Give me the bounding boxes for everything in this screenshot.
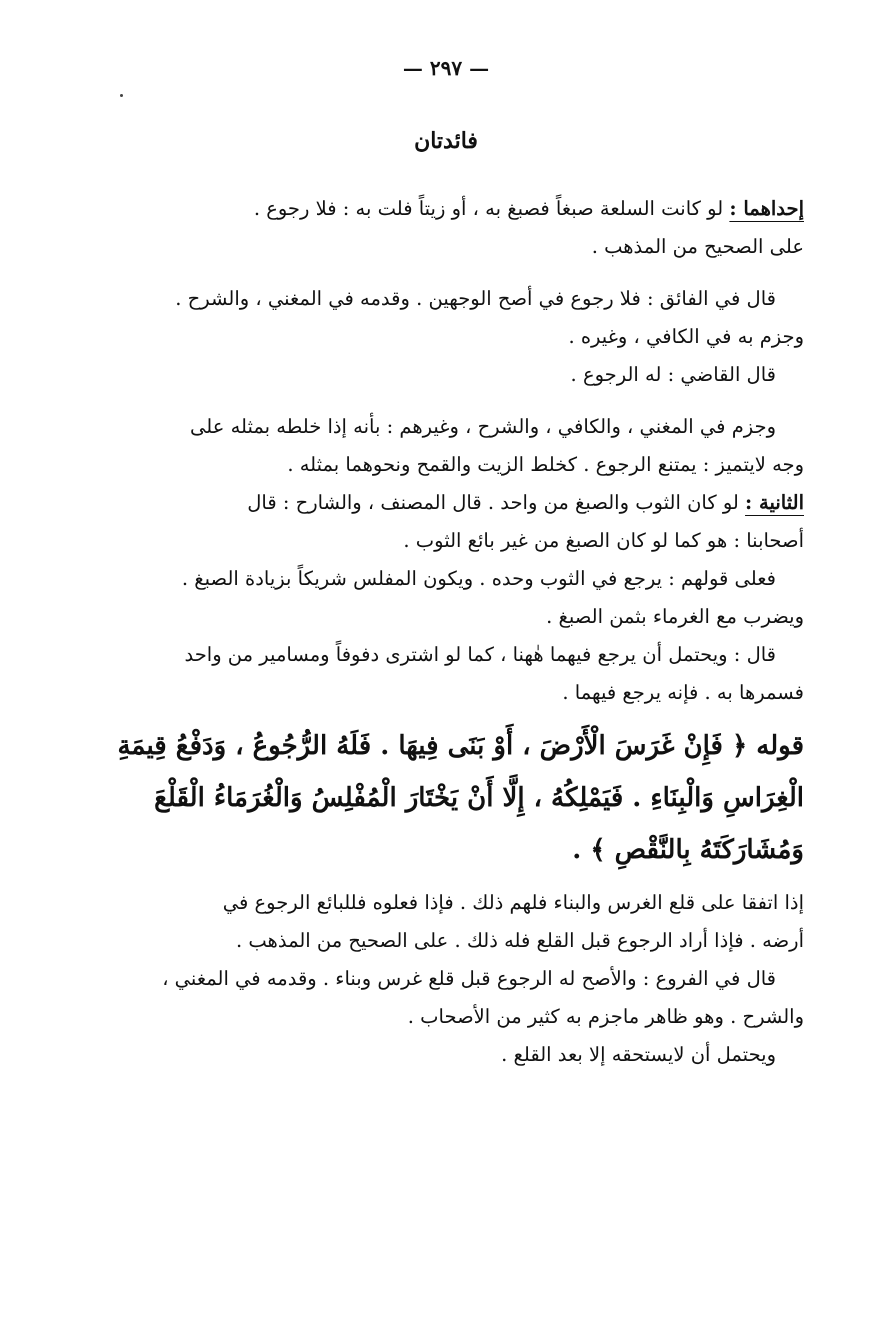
text-line: ويضرب مع الغرماء بثمن الصبغ .	[546, 605, 804, 628]
text-line: وجه لايتميز : يمتنع الرجوع . كخلط الزيت والقمح ونحوهما بمثله .	[287, 453, 804, 476]
text-line: والشرح . وهو ظاهر ماجزم به كثير من الأصحاب .	[407, 1005, 804, 1028]
text-line: ويحتمل أن لايستحقه إلا بعد القلع .	[501, 1043, 776, 1066]
text-line: وجزم في المغني ، والكافي ، والشرح ، وغيرهم : بأنه إذا خلطه بمثله على	[190, 415, 776, 438]
paragraph-lead: الثانية :	[745, 491, 804, 514]
quote-line: قوله ﴿ فَإِنْ غَرَسَ الْأَرْضَ ، أَوْ بَنَى فِيهَا . فَلَهُ الرُّجُوعُ ، وَدَفْعُ قِيمَةِ	[117, 731, 804, 761]
text-line: قال في الفائق : فلا رجوع في أصح الوجهين . وقدمه في المغني ، والشرح .	[175, 287, 776, 310]
text-line: قال : ويحتمل أن يرجع فيهما هٰهنا ، كما لو اشترى دفوفاً ومسامير من واحد	[184, 643, 776, 666]
text-line: فسمرها به . فإنه يرجع فيهما .	[562, 681, 804, 704]
text-line: فعلى قولهم : يرجع في الثوب وحده . ويكون المفلس شريكاً بزيادة الصبغ .	[181, 567, 776, 590]
section-title: فائدتان	[414, 128, 478, 154]
text-line: قال القاضي : له الرجوع .	[570, 363, 776, 386]
text-line: الثانية : لو كان الثوب والصبغ من واحد . قال المصنف ، والشارح : قال	[247, 491, 804, 514]
text-line: على الصحيح من المذهب .	[591, 235, 804, 258]
text-line: قال في الفروع : والأصح له الرجوع قبل قلع غرس وبناء . وقدمه في المغني ،	[162, 967, 776, 990]
page-number: — ٢٩٧ —	[402, 56, 490, 80]
text-line: إحداهما : لو كانت السلعة صبغاً فصبغ به ، أو زيتاً فلت به : فلا رجوع .	[253, 197, 804, 220]
text-line: إذا اتفقا على قلع الغرس والبناء فلهم ذلك . فإذا فعلوه فللبائع الرجوع في	[222, 891, 804, 914]
text-line: أرضه . فإذا أراد الرجوع قبل القلع فله ذلك . على الصحيح من المذهب .	[236, 929, 804, 952]
text-line: وجزم به في الكافي ، وغيره .	[568, 325, 804, 348]
paragraph-lead: إحداهما :	[729, 197, 804, 220]
matn-quote	[74, 720, 804, 876]
text-line: أصحابنا : هو كما لو كان الصبغ من غير بائع الثوب .	[403, 529, 804, 552]
quote-line: الْغِرَاسِ وَالْبِنَاءِ . فَيَمْلِكُهُ ، إِلَّا أَنْ يَخْتَارَ الْمُفْلِسُ وَالْغُرَمَاءُ الْقَلْعَ	[154, 783, 804, 813]
quote-line: وَمُشَارَكَتَهُ بِالنَّقْصِ ﴾ .	[572, 835, 804, 865]
ink-speck	[120, 94, 123, 97]
body-text	[74, 190, 804, 1074]
